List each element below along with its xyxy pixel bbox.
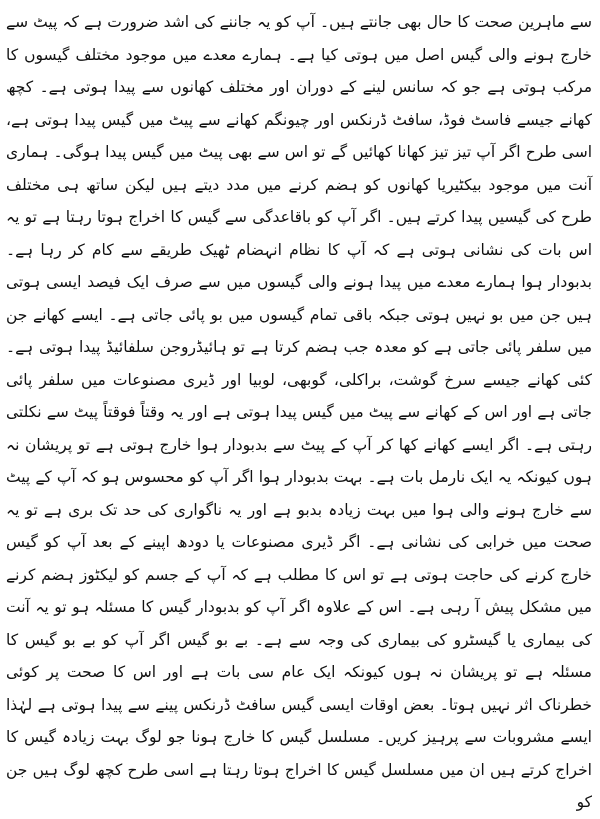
article-paragraph: سے ماہرین صحت کا حال بھی جانتے ہیں۔ آپ کو یہ جاننے کی اشد ضرورت ہے کہ پیٹ سے خارج ہونے والی گیس اصل میں ہوتی کیا ہے۔ ہمارے معدے میں موجود مختلف گیسوں کا مرکب ہوتی ہے جو کہ سانس لینے کے دوران اور مختلف کھانوں سے پیدا ہوتی ہے۔ کچھ کھانے جیسے فاسٹ فوڈ، سافٹ ڈرنکس اور چیونگم کھانے سے پیٹ میں گیس پیدا ہوتی ہے، اسی طرح اگر آپ تیز تیز کھانا کھائیں گے تو اس سے بھی پیٹ میں گیس پیدا ہوگی۔ ہماری آنت میں موجود بیکٹیریا کھانوں کو ہضم کرنے میں مدد دیتے ہیں لیکن ساتھ ہی مختلف طرح کی گیسیں پیدا کرتے ہیں۔ اگر آپ کو باقاعدگی سے گیس کا اخراج ہوتا رہتا ہے تو یہ اس بات کی نشانی ہوتی ہے کہ آپ کا نظام انہضام ٹھیک طریقے سے کام کر رہا ہے۔ بدبودار ہوا ہمارے معدے میں پیدا ہونے والی گیسوں میں سے صرف ایک فیصد ایسی ہوتی ہیں جن میں بو نہیں ہوتی جبکہ باقی تمام گیسوں میں بو پائی جاتی ہے۔ ایسے کھانے جن میں سلفر پائی جاتی ہے کو معدہ جب ہضم کرتا ہے تو ہائیڈروجن سلفائیڈ پیدا ہوتی ہے۔ کئی کھانے جیسے سرخ گوشت، براکلی، گوبھی، لوبیا اور ڈیری مصنوعات میں سلفر پائی جاتی ہے اور اس کے کھانے سے پیٹ میں گیس پیدا ہوتی ہے اور یہ وقتاً فوقتاً پیٹ سے نکلتی رہتی ہے۔ اگر ایسے کھانے کھا کر آپ کے پیٹ سے بدبودار ہوا خارج ہوتی ہے تو پریشان نہ ہوں کیونکہ یہ ایک نارمل بات ہے۔ بہت بدبودار ہوا اگر آپ کو محسوس ہو کہ آپ کے پیٹ سے خارج ہونے والی ہوا میں بہت زیادہ بدبو ہے اور یہ ناگواری کی حد تک بری ہے تو یہ صحت میں خرابی کی نشانی ہے۔ اگر ڈیری مصنوعات یا دودھ اپینے کے بعد آپ کو گیس خارج کرنے کی حاجت ہوتی ہے تو اس کا مطلب ہے کہ آپ کے جسم کو لیکٹوز ہضم کرنے میں مشکل پیش آ رہی ہے۔ اس کے علاوہ اگر آپ کو بدبودار گیس کا مسئلہ ہو تو یہ آنت کی بیماری یا گیسٹرو کی بیماری کی وجہ سے ہے۔ بے بو گیس اگر آپ کو بے بو گیس کا مسئلہ ہے تو پریشان نہ ہوں کیونکہ ایک عام سی بات ہے اور اس کا صحت پر کوئی خطرناک اثر نہیں ہوتا۔ بعض اوقات ایسی گیس سافٹ ڈرنکس پینے سے پیدا ہوتی ہے لہٰذا ایسے مشروبات سے پرہیز کریں۔ مسلسل گیس کا خارج ہونا جو لوگ بہت زیادہ گیس کا اخراج کرتے ہیں ان میں مسلسل گیس کا اخراج ہوتا رہتا ہے اسی طرح کچھ لوگ ہیں جن کو [6, 13, 592, 811]
